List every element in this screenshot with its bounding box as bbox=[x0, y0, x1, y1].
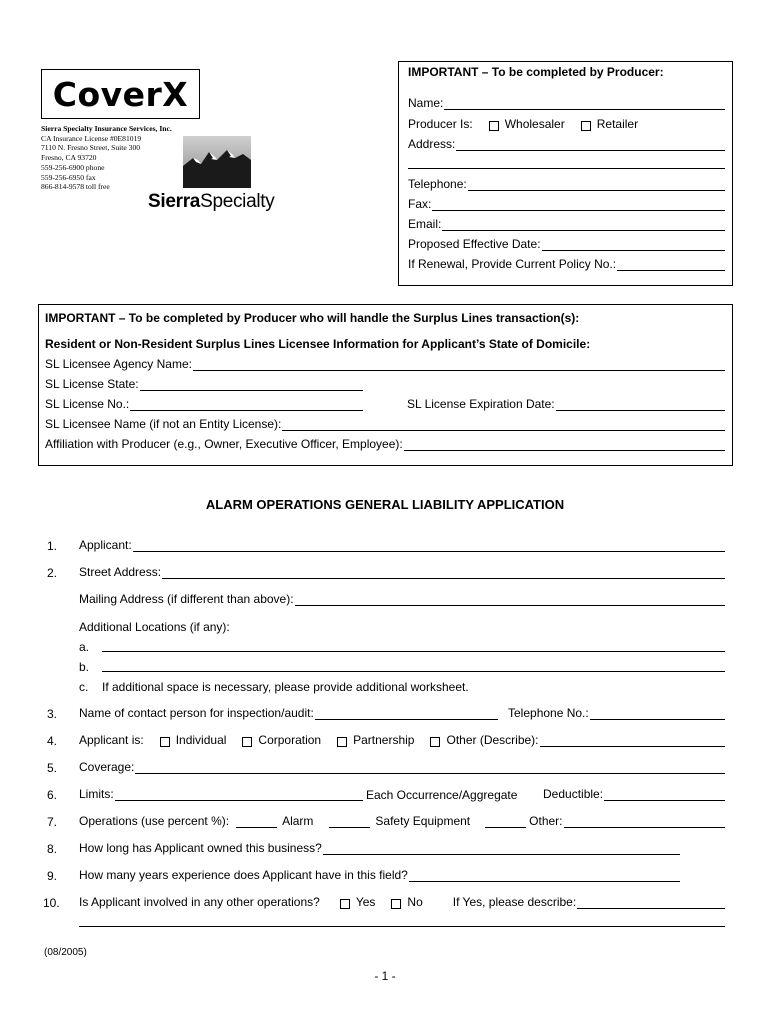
q10-row bbox=[79, 895, 725, 909]
producer-address-field[interactable] bbox=[456, 138, 725, 151]
deductible-field[interactable] bbox=[604, 788, 725, 801]
effective-date-label: Proposed Effective Date: bbox=[408, 237, 541, 251]
q10-describe-label: If Yes, please describe: bbox=[452, 895, 577, 909]
coverx-logo: CoverX bbox=[52, 75, 189, 114]
no-checkbox[interactable] bbox=[391, 899, 401, 909]
q2-row bbox=[79, 565, 725, 579]
sl-expiration-label: SL License Expiration Date: bbox=[407, 397, 555, 411]
corporation-label: Corporation bbox=[258, 733, 322, 747]
q6-number: 6. bbox=[47, 788, 58, 802]
wholesaler-checkbox[interactable] bbox=[489, 121, 499, 131]
q4-row bbox=[79, 733, 725, 747]
q6-deductible-row bbox=[543, 787, 725, 801]
other-operations-field-2[interactable] bbox=[79, 916, 725, 927]
years-owned-field[interactable] bbox=[323, 842, 680, 855]
retailer-label: Retailer bbox=[596, 117, 639, 131]
location-a-field[interactable] bbox=[102, 640, 725, 652]
q10-number: 10. bbox=[43, 896, 60, 910]
coverx-logo-box bbox=[41, 69, 200, 119]
other-operations-field[interactable] bbox=[577, 896, 725, 909]
q7-other-label: Other: bbox=[529, 814, 563, 828]
q7-number: 7. bbox=[47, 815, 58, 829]
q5-number: 5. bbox=[47, 761, 58, 775]
q7-row bbox=[79, 814, 725, 828]
no-label: No bbox=[407, 895, 423, 909]
limits-field[interactable] bbox=[115, 788, 363, 801]
producer-fax-row bbox=[408, 197, 725, 211]
street-address-field[interactable] bbox=[162, 566, 725, 579]
q8-label: How long has Applicant owned this business? bbox=[79, 841, 322, 855]
q1-label: Applicant: bbox=[79, 538, 132, 552]
q8-number: 8. bbox=[47, 842, 58, 856]
q3-number: 3. bbox=[47, 707, 58, 721]
producer-email-field[interactable] bbox=[442, 218, 725, 231]
effective-date-field[interactable] bbox=[542, 238, 725, 251]
sl-licensee-name-row bbox=[45, 417, 725, 431]
q6-each-occurrence: Each Occurrence/Aggregate bbox=[366, 788, 518, 802]
sl-affiliation-row bbox=[45, 437, 725, 451]
producer-name-label: Name: bbox=[408, 96, 444, 110]
q3-label: Name of contact person for inspection/audit: bbox=[79, 706, 314, 720]
producer-name-row bbox=[408, 96, 725, 110]
sl-agency-row bbox=[45, 357, 725, 371]
q7-other-field[interactable] bbox=[564, 815, 725, 828]
sl-agency-field[interactable] bbox=[193, 358, 725, 371]
producer-box bbox=[398, 61, 733, 286]
producer-telephone-label: Telephone: bbox=[408, 177, 467, 191]
agency-line: 559-256-6950 fax bbox=[41, 172, 96, 182]
individual-label: Individual bbox=[175, 733, 227, 747]
coverage-field[interactable] bbox=[135, 761, 725, 774]
additional-locations-label: Additional Locations (if any): bbox=[79, 620, 230, 634]
safety-label: Safety Equipment bbox=[375, 814, 471, 828]
producer-telephone-field[interactable] bbox=[468, 178, 725, 191]
producer-is-label: Producer Is: bbox=[408, 117, 473, 131]
producer-box-title: IMPORTANT – To be completed by Producer: bbox=[408, 65, 664, 79]
producer-telephone-row bbox=[408, 177, 725, 191]
agency-line: 7110 N. Fresno Street, Suite 300 bbox=[41, 143, 141, 153]
sl-license-no-field[interactable] bbox=[130, 398, 363, 411]
sl-expiration-field[interactable] bbox=[556, 398, 725, 411]
wholesaler-label: Wholesaler bbox=[504, 117, 565, 131]
location-b-letter: b. bbox=[79, 660, 90, 674]
q6-deductible-label: Deductible: bbox=[543, 787, 604, 801]
producer-is-row bbox=[408, 117, 725, 131]
q9-label: How many years experience does Applicant have in this field? bbox=[79, 868, 408, 882]
sierra-mountain-icon bbox=[183, 136, 251, 188]
q1-row bbox=[79, 538, 725, 552]
agency-address bbox=[41, 124, 191, 192]
sl-box-subtitle: Resident or Non-Resident Surplus Lines Licensee Information for Applicant’s State of Domicile: bbox=[45, 337, 591, 351]
agency-line: 559-256-6900 phone bbox=[41, 162, 105, 172]
producer-fax-field[interactable] bbox=[432, 198, 725, 211]
form-date: (08/2005) bbox=[44, 947, 87, 958]
mailing-address-field[interactable] bbox=[295, 593, 725, 606]
sierra-word: Sierra bbox=[148, 191, 201, 212]
q1-number: 1. bbox=[47, 539, 58, 553]
q3-telephone-label: Telephone No.: bbox=[508, 706, 589, 720]
individual-checkbox[interactable] bbox=[160, 737, 170, 747]
years-experience-field[interactable] bbox=[409, 869, 680, 882]
contact-telephone-field[interactable] bbox=[590, 707, 725, 720]
q9-row bbox=[79, 868, 680, 882]
producer-email-label: Email: bbox=[408, 217, 442, 231]
producer-address-row bbox=[408, 137, 725, 151]
q5-row bbox=[79, 760, 725, 774]
retailer-checkbox[interactable] bbox=[581, 121, 591, 131]
effective-date-row bbox=[408, 237, 725, 251]
q8-row bbox=[79, 841, 680, 855]
agency-line: CA Insurance License #0E81019 bbox=[41, 133, 142, 143]
sl-box-title: IMPORTANT – To be completed by Producer who will handle the Surplus Lines transaction(s): bbox=[45, 311, 580, 325]
q6-row bbox=[79, 787, 363, 801]
partnership-checkbox[interactable] bbox=[337, 737, 347, 747]
q7-label: Operations (use percent %): bbox=[79, 814, 230, 828]
q2-number: 2. bbox=[47, 566, 58, 580]
sierra-specialty-logo bbox=[148, 191, 274, 213]
mailing-label: Mailing Address (if different than above): bbox=[79, 592, 294, 606]
q4-label: Applicant is: bbox=[79, 733, 144, 747]
sl-license-no-row bbox=[45, 397, 363, 411]
yes-label: Yes bbox=[355, 895, 376, 909]
sl-agency-label: SL Licensee Agency Name: bbox=[45, 357, 192, 371]
sl-state-label: SL License State: bbox=[45, 377, 139, 391]
q3-telephone-row bbox=[508, 706, 725, 720]
alarm-label: Alarm bbox=[282, 814, 314, 828]
contact-person-field[interactable] bbox=[315, 707, 498, 720]
yes-checkbox[interactable] bbox=[340, 899, 350, 909]
sl-state-field[interactable] bbox=[140, 378, 363, 391]
sl-licensee-name-field[interactable] bbox=[282, 418, 725, 431]
q3-row bbox=[79, 706, 498, 720]
sl-license-no-label: SL License No.: bbox=[45, 397, 130, 411]
q9-number: 9. bbox=[47, 869, 58, 883]
other-percent-field[interactable] bbox=[485, 816, 526, 828]
q10-label: Is Applicant involved in any other operations? bbox=[79, 895, 320, 909]
q6-label: Limits: bbox=[79, 787, 114, 801]
q2-label: Street Address: bbox=[79, 565, 162, 579]
applicant-field[interactable] bbox=[133, 539, 725, 552]
renewal-field[interactable] bbox=[617, 258, 725, 271]
renewal-row bbox=[408, 257, 725, 271]
producer-address-label: Address: bbox=[408, 137, 456, 151]
producer-fax-label: Fax: bbox=[408, 197, 432, 211]
q5-label: Coverage: bbox=[79, 760, 135, 774]
agency-line: Sierra Specialty Insurance Services, Inc. bbox=[41, 124, 172, 133]
other-describe-field[interactable] bbox=[540, 734, 725, 747]
alarm-percent-field[interactable] bbox=[236, 816, 277, 828]
partnership-label: Partnership bbox=[353, 733, 415, 747]
sl-expiration-row bbox=[407, 397, 725, 411]
producer-email-row bbox=[408, 217, 725, 231]
agency-line: 866-814-9578 toll free bbox=[41, 182, 110, 192]
corporation-checkbox[interactable] bbox=[242, 737, 252, 747]
other-label: Other (Describe): bbox=[446, 733, 539, 747]
renewal-label: If Renewal, Provide Current Policy No.: bbox=[408, 257, 617, 271]
location-c-letter: c. bbox=[79, 680, 89, 694]
form-title: ALARM OPERATIONS GENERAL LIABILITY APPLICATION bbox=[205, 497, 565, 512]
sl-affiliation-field[interactable] bbox=[404, 438, 725, 451]
sl-licensee-name-label: SL Licensee Name (if not an Entity License): bbox=[45, 417, 282, 431]
location-b-field[interactable] bbox=[102, 660, 725, 672]
q4-number: 4. bbox=[47, 734, 58, 748]
mailing-row bbox=[79, 592, 725, 606]
location-c-text: If additional space is necessary, please provide additional worksheet. bbox=[102, 680, 469, 694]
producer-name-field[interactable] bbox=[444, 97, 725, 110]
other-checkbox[interactable] bbox=[430, 737, 440, 747]
location-a-letter: a. bbox=[79, 640, 90, 654]
safety-percent-field[interactable] bbox=[329, 816, 370, 828]
producer-address-field-2[interactable] bbox=[408, 158, 725, 169]
agency-line: Fresno, CA 93720 bbox=[41, 153, 97, 163]
specialty-word: Specialty bbox=[200, 191, 275, 212]
sl-affiliation-label: Affiliation with Producer (e.g., Owner, Executive Officer, Employee): bbox=[45, 437, 403, 451]
sl-state-row bbox=[45, 377, 363, 391]
page-number: - 1 - bbox=[374, 969, 396, 983]
